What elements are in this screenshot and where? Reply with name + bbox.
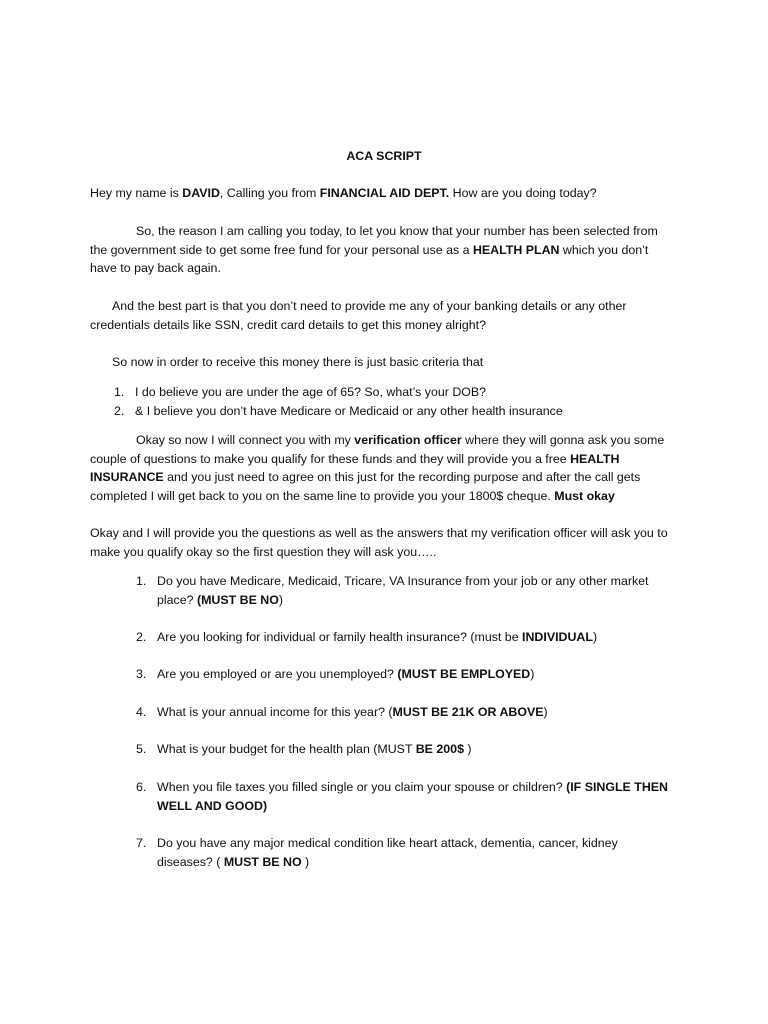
paragraph-text: Okay so now I will connect you with my	[136, 433, 355, 447]
paragraph-text: which you don’t have to pay back again.	[90, 242, 649, 276]
criteria-list	[90, 383, 674, 420]
intro-paragraph	[90, 222, 674, 278]
must-okay-term: Must okay	[554, 488, 615, 503]
greeting-text: Hey my name is	[90, 186, 183, 200]
answer-text: MUST BE NO	[223, 854, 302, 869]
list-item	[90, 778, 674, 815]
question-text: Are you looking for individual or family health insurance? (must be	[157, 630, 523, 644]
verification-officer-term: verification officer	[354, 433, 462, 447]
question-text: When you file taxes you filled single or you claim your spouse or children?	[157, 780, 567, 794]
list-number: 2.	[114, 403, 125, 418]
question-text: Do you have Medicare, Medicaid, Tricare, VA Insurance from your job or any other market place?	[157, 574, 649, 607]
list-item	[90, 834, 674, 871]
list-number: 1.	[114, 385, 125, 399]
question-text: )	[543, 705, 548, 719]
greeting-text: , Calling you from	[219, 186, 320, 200]
list-item	[90, 740, 674, 759]
list-number: 7.	[136, 836, 147, 850]
department-name: FINANCIAL AID DEPT.	[319, 186, 450, 200]
list-number: 2.	[136, 630, 147, 644]
health-insurance-term: HEALTH INSURANCE	[90, 451, 620, 485]
paragraph-text: and you just need to agree on this just for the recording purpose and after the call gets completed I will get back to you on the same line to provide you your 1800$ cheque.	[90, 470, 641, 503]
list-item	[90, 402, 674, 421]
greeting-text: How are you doing today?	[449, 186, 597, 200]
answer-text: (MUST BE EMPLOYED	[397, 667, 531, 681]
list-item	[90, 572, 674, 609]
list-item	[90, 665, 674, 684]
answer-text: (MUST BE NO	[196, 592, 279, 607]
paragraph-text: So, the reason I am calling you today, to let you know that your number has been selected from the government side to get some free fund for your personal use as a	[90, 224, 658, 257]
question-text: )	[592, 630, 598, 644]
list-number: 1.	[136, 574, 147, 588]
answer-text: MUST BE 21K OR ABOVE	[392, 705, 544, 719]
list-number: 4.	[136, 705, 147, 719]
answer-text: BE 200$	[415, 742, 464, 756]
question-text: )	[278, 592, 284, 607]
list-item	[90, 383, 674, 402]
question-text: What is your annual income for this year? (	[157, 705, 393, 719]
question-text: What is your budget for the health plan (MUST	[157, 742, 416, 756]
question-text: Are you employed or are you unemployed?	[157, 667, 398, 681]
list-number: 5.	[136, 742, 147, 756]
list-item-text: I do believe you are under the age of 65? So, what’s your DOB?	[135, 385, 487, 399]
questions-intro-paragraph: Okay and I will provide you the questions as well as the answers that my verification officer will ask you to make you qualify okay so the first question they will ask you…..	[90, 526, 668, 559]
health-plan-term: HEALTH PLAN	[472, 242, 560, 257]
question-text: Do you have any major medical condition like heart attack, dementia, cancer, kidney diseases? (	[157, 836, 618, 869]
document-title: ACA SCRIPT	[346, 149, 422, 163]
list-item-text: & I believe you don’t have Medicare or Medicaid or any other health insurance	[135, 403, 563, 418]
question-text: )	[530, 667, 535, 681]
paragraph-text: where they will gonna ask you some couple of questions to make you qualify for these funds and they will provide you a free	[90, 433, 665, 466]
question-text: )	[463, 742, 472, 756]
list-number: 3.	[136, 667, 147, 681]
verification-paragraph	[90, 431, 674, 505]
list-number: 6.	[136, 780, 147, 794]
benefit-paragraph: And the best part is that you don’t need to provide me any of your banking details or any other credentials details like SSN, credit card details to get this money alright?	[90, 299, 627, 332]
criteria-intro-paragraph: So now in order to receive this money there is just basic criteria that	[112, 355, 484, 369]
list-item	[90, 628, 674, 647]
answer-text: INDIVIDUAL	[522, 630, 593, 644]
answer-text: (IF SINGLE THEN WELL AND GOOD)	[157, 780, 668, 813]
caller-name: DAVID	[182, 186, 220, 200]
greeting-paragraph	[90, 184, 674, 203]
question-text: )	[301, 854, 310, 869]
list-item	[90, 703, 674, 722]
